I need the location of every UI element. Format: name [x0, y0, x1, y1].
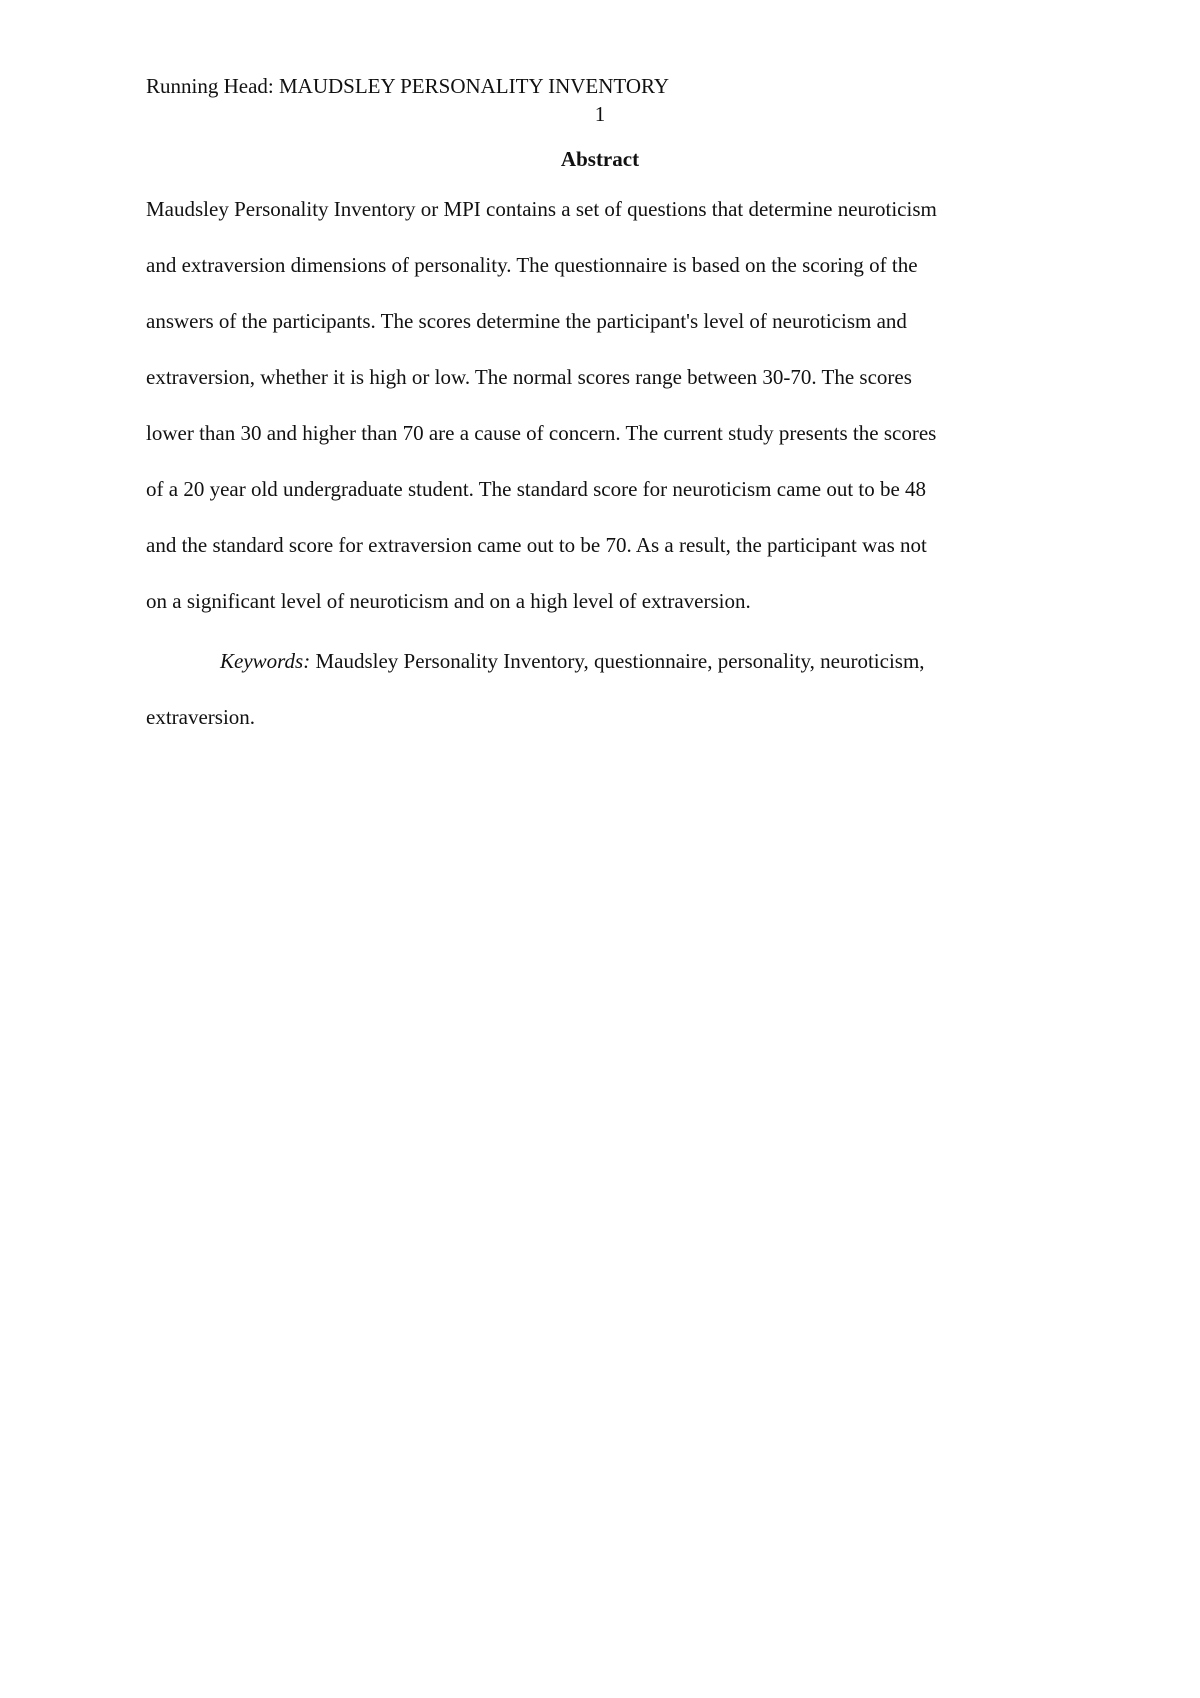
keywords-line [146, 648, 1076, 704]
abstract-line: answers of the participants. The scores determine the participant's level of neuroticism and [146, 309, 907, 333]
running-head: Running Head: MAUDSLEY PERSONALITY INVENTORY [146, 74, 670, 98]
keywords-line-continuation: extraversion. [146, 705, 256, 729]
keywords-list: Maudsley Personality Inventory, questionnaire, personality, neuroticism, [315, 649, 925, 673]
abstract-heading: Abstract [560, 147, 640, 171]
abstract-line: and the standard score for extraversion came out to be 70. As a result, the participant was not [146, 533, 927, 557]
keywords-label: Keywords: [220, 649, 311, 673]
keywords-paragraph [146, 648, 1076, 760]
abstract-line: on a significant level of neuroticism and on a high level of extraversion. [146, 589, 751, 613]
abstract-paragraph [146, 196, 1076, 644]
abstract-line: lower than 30 and higher than 70 are a cause of concern. The current study presents the scores [146, 421, 937, 445]
abstract-line: and extraversion dimensions of personality. The questionnaire is based on the scoring of the [146, 253, 918, 277]
abstract-line: extraversion, whether it is high or low. The normal scores range between 30-70. The scores [146, 365, 912, 389]
abstract-line: of a 20 year old undergraduate student. The standard score for neuroticism came out to be 48 [146, 477, 927, 501]
abstract-line: Maudsley Personality Inventory or MPI contains a set of questions that determine neuroticism [146, 197, 937, 221]
page-number: 1 [594, 102, 606, 126]
